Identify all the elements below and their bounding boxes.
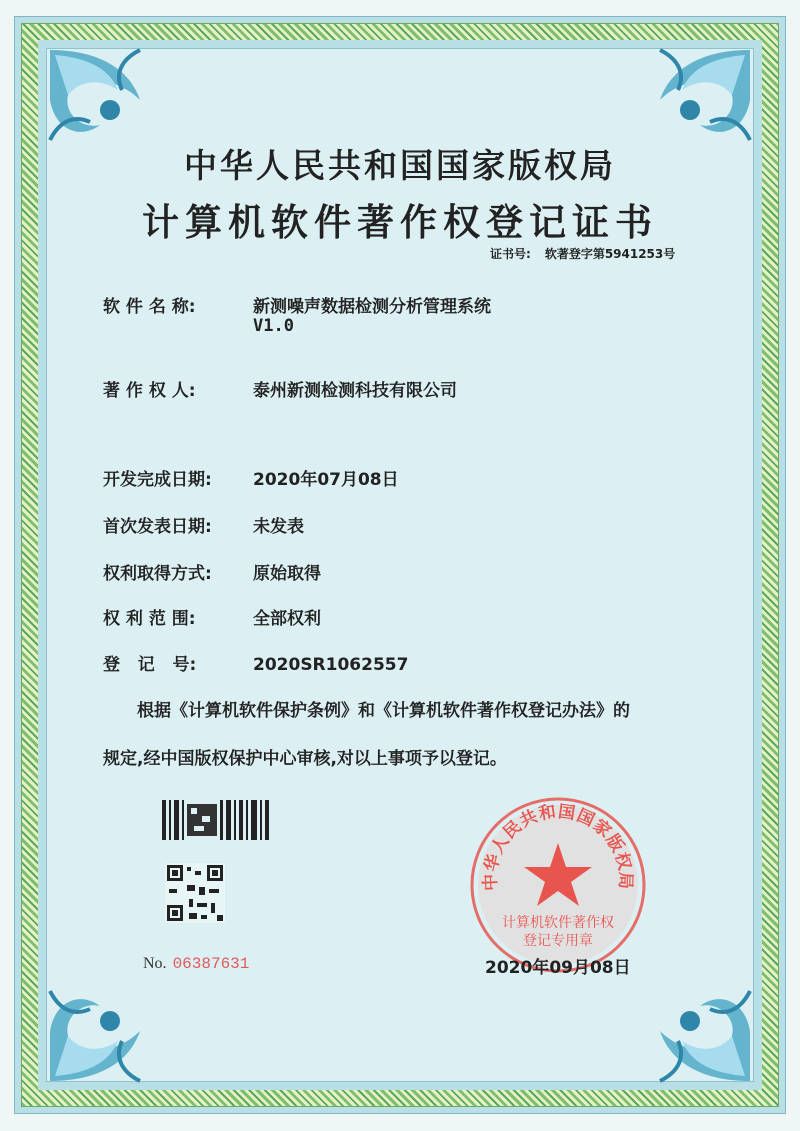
field-label: 权利取得方式: — [103, 564, 212, 584]
field-value: 原始取得 — [253, 564, 321, 584]
official-seal-icon — [468, 795, 648, 975]
field-dev-completion-date — [103, 465, 399, 490]
cert-number-value: 软著登字第5941253号 — [544, 247, 676, 261]
field-value: 2020年07月08日 — [253, 470, 399, 490]
cert-number-label: 证书号: — [490, 247, 531, 261]
field-value: 泰州新测检测科技有限公司 — [253, 381, 457, 401]
field-copyright-owner — [103, 376, 457, 401]
field-value: 新测噪声数据检测分析管理系统 — [253, 297, 491, 317]
seal-inner-line1: 计算机软件著作权 — [502, 915, 614, 931]
field-label: 开发完成日期: — [103, 470, 212, 490]
field-label: 软 件 名 称: — [103, 297, 196, 317]
qr-code-icon — [165, 863, 225, 923]
statement-line-1: 根据《计算机软件保护条例》和《计算机软件著作权登记办法》的 — [137, 701, 630, 721]
field-label: 权 利 范 围: — [103, 609, 196, 629]
serial-value: 06387631 — [172, 955, 250, 973]
seal-outer-text: 中华人民共和国国家版权局 — [480, 801, 636, 892]
field-acquisition-method — [103, 559, 321, 584]
serial-label: No. — [143, 955, 167, 972]
seal-inner-line2: 登记专用章 — [523, 933, 593, 949]
corner-ornament-icon — [40, 961, 170, 1091]
field-value-version: V1.0 — [253, 316, 294, 336]
corner-ornament-icon — [630, 961, 760, 1091]
field-value: 2020SR1062557 — [253, 655, 409, 675]
barcode-icon — [162, 800, 272, 840]
statement-line-2: 规定,经中国版权保护中心审核,对以上事项予以登记。 — [103, 749, 507, 769]
field-rights-scope — [103, 604, 321, 629]
field-value: 未发表 — [253, 517, 304, 537]
serial-number — [143, 955, 249, 973]
field-first-publish-date — [103, 512, 304, 537]
issuer-title: 中华人民共和国国家版权局 — [184, 146, 616, 185]
field-label: 著 作 权 人: — [103, 381, 196, 401]
field-value: 全部权利 — [253, 609, 321, 629]
issue-date: 2020年09月08日 — [485, 958, 631, 978]
field-registration-number — [103, 650, 408, 675]
field-label: 首次发表日期: — [103, 517, 212, 537]
field-label: 登 记 号: — [103, 655, 197, 675]
certificate-number — [490, 245, 689, 262]
certificate-title: 计算机软件著作权登记证书 — [142, 200, 658, 244]
field-software-name — [103, 292, 491, 336]
